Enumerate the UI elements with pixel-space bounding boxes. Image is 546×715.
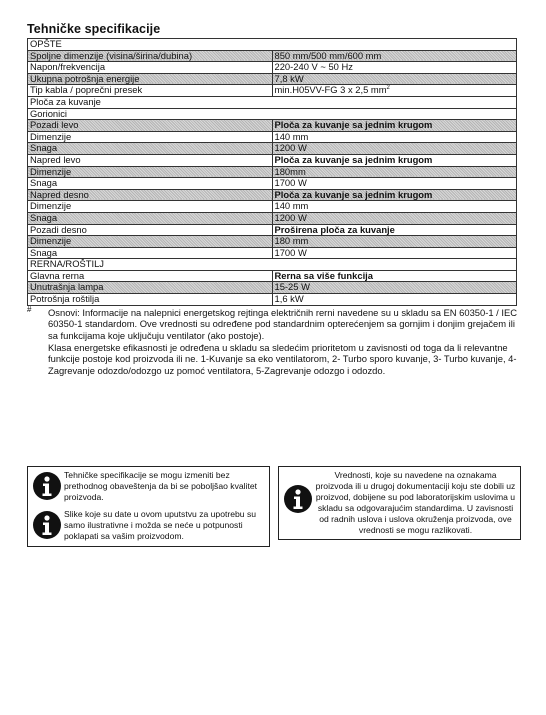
note-mark: # <box>27 304 32 314</box>
info-box-right <box>278 466 521 540</box>
spec-key: Snaga <box>28 178 273 190</box>
spec-value <box>272 154 517 166</box>
spec-value <box>272 201 517 213</box>
info-text: Vrednosti, koje su navedene na oznakama proizvoda ili u drugoj dokumentaciji koju ste dobili uz proizvod, dobijene su pod laboratorijskim uslovima u skladu sa odgovarajućim standardima. U zavisnosti od radnih uslova i uslova okruženja proizvoda, ove vrednosti se mogu razlikovati. <box>315 470 516 535</box>
spec-key: Snaga <box>28 212 273 224</box>
spec-value <box>272 50 517 62</box>
spec-value-text: 1700 W <box>274 177 307 189</box>
info-text: Slike koje su date u ovom uputstvu za upotrebu su samo ilustrativne i možda se neće u potpunosti poklapati sa vašim proizvodom. <box>64 509 257 541</box>
spec-value-text: 180 mm <box>274 235 309 247</box>
spec-value-text: Rerna sa više funkcija <box>274 270 373 281</box>
section-header: Ploča za kuvanje <box>28 96 517 108</box>
spec-row <box>28 224 517 236</box>
spec-value-text: Ploča za kuvanje sa jednim krugom <box>274 189 433 200</box>
spec-key: Dimenzije <box>28 166 273 178</box>
spec-key: Glavna rerna <box>28 270 273 282</box>
info-text: Tehničke specifikacije se mogu izmeniti bez prethodnog obaveštenja da bi se poboljšao kvalitet proizvoda. <box>64 470 258 502</box>
spec-row <box>28 270 517 282</box>
spec-row <box>28 62 517 74</box>
spec-key: Dimenzije <box>28 201 273 213</box>
spec-row <box>28 73 517 85</box>
info-icon <box>283 484 313 514</box>
spec-value <box>272 85 517 97</box>
spec-value-superscript: 2 <box>386 85 390 92</box>
spec-row <box>28 166 517 178</box>
spec-row <box>28 282 517 294</box>
spec-value <box>272 189 517 201</box>
spec-key: Napon/frekvencija <box>28 62 273 74</box>
spec-value-text: 7,8 kW <box>274 73 304 84</box>
spec-value-text: 15-25 W <box>274 281 310 293</box>
spec-key: Snaga <box>28 143 273 155</box>
spec-value <box>272 143 517 155</box>
spec-value-text: 1,6 kW <box>274 293 304 305</box>
spec-key: Unutrašnja lampa <box>28 282 273 294</box>
section-header-row <box>28 108 517 120</box>
spec-row <box>28 120 517 132</box>
section-header: OPŠTE <box>28 39 517 51</box>
info-icon <box>32 510 62 540</box>
spec-value <box>272 120 517 132</box>
spec-row <box>28 143 517 155</box>
spec-row <box>28 212 517 224</box>
spec-key: Dimenzije <box>28 131 273 143</box>
spec-value <box>272 236 517 248</box>
spec-value <box>272 62 517 74</box>
info-item <box>32 509 265 543</box>
spec-value-text: 1700 W <box>274 247 307 258</box>
spec-value <box>272 166 517 178</box>
energy-note <box>27 304 519 377</box>
spec-row <box>28 85 517 97</box>
spec-value-text: min.H05VV-FG 3 x 2,5 mm <box>274 84 387 96</box>
spec-row <box>28 189 517 201</box>
spec-value <box>272 178 517 190</box>
spec-value-text: 180mm <box>274 166 306 177</box>
page-title: Tehničke specifikacije <box>27 22 161 36</box>
spec-value <box>272 131 517 143</box>
spec-key: Napred levo <box>28 154 273 166</box>
spec-key: Snaga <box>28 247 273 259</box>
info-box-left <box>27 466 270 547</box>
spec-key: Napred desno <box>28 189 273 201</box>
spec-key: Pozadi desno <box>28 224 273 236</box>
spec-row <box>28 247 517 259</box>
spec-value-text: Ploča za kuvanje sa jednim krugom <box>274 119 433 131</box>
spec-row <box>28 294 517 306</box>
spec-row <box>28 236 517 248</box>
spec-value <box>272 224 517 236</box>
info-item <box>283 470 516 536</box>
section-header-row <box>28 96 517 108</box>
spec-key: Ukupna potrošnja energije <box>28 73 273 85</box>
info-box-right-wrap <box>278 466 521 540</box>
spec-value-text: 140 mm <box>274 131 309 142</box>
spec-row <box>28 50 517 62</box>
spec-key: Dimenzije <box>28 236 273 248</box>
spec-value <box>272 212 517 224</box>
spec-value <box>272 282 517 294</box>
note-paragraph-1: Osnovi: Informacije na nalepnici energetskog rejtinga električnih rerni navedene su u skladu sa EN 60350-1 / IEC 60350-1 standardom. Ove vrednosti su određene pod standardnim opterećenjem sa gornjim i donjim grejačem ili sa funkcijama koje uključuju ventilator (ako postoje). <box>48 306 518 342</box>
section-header: Gorionici <box>28 108 517 120</box>
spec-value <box>272 247 517 259</box>
note-paragraph-2: Klasa energetske efikasnosti je određena u skladu sa sledećim prioritetom u zavisnosti od toga da li relevantne funkcije postoje kod proizvoda ili ne. 1-Kuvanje sa eko ventilatorom, 2- Turbo sporo kuvanje, 3- Turbo kuvanje, 4- Zagrevanje odozdo/odozgo uz pomoć ventilatora, 5-Zagrevanje odozgo i odozdo. <box>48 341 517 377</box>
spec-row <box>28 131 517 143</box>
section-header-row <box>28 39 517 51</box>
spec-value <box>272 73 517 85</box>
spec-value-text: Ploča za kuvanje sa jednim krugom <box>274 154 433 165</box>
spec-value-text: 1200 W <box>274 212 307 223</box>
spec-value-text: 140 mm <box>274 200 309 212</box>
spec-value-text: 850 mm/500 mm/600 mm <box>274 50 382 61</box>
section-header-row <box>28 259 517 271</box>
spec-row <box>28 201 517 213</box>
spec-row <box>28 178 517 190</box>
spec-table <box>27 38 517 306</box>
spec-value <box>272 270 517 282</box>
spec-row <box>28 154 517 166</box>
section-header: RERNA/ROŠTILJ <box>28 259 517 271</box>
spec-key: Tip kabla / poprečni presek <box>28 85 273 97</box>
spec-key: Potrošnja roštilja <box>28 294 273 306</box>
spec-value-text: Proširena ploča za kuvanje <box>274 224 395 235</box>
spec-value-text: 220-240 V ~ 50 Hz <box>274 61 353 73</box>
info-icon <box>32 471 62 501</box>
spec-value <box>272 294 517 306</box>
spec-key: Pozadi levo <box>28 120 273 132</box>
spec-key: Spoljne dimenzije (visina/širina/dubina) <box>28 50 273 62</box>
info-box-left-wrap <box>27 466 270 547</box>
spec-value-text: 1200 W <box>274 142 307 154</box>
spec-page <box>27 22 519 377</box>
info-item <box>32 470 265 504</box>
